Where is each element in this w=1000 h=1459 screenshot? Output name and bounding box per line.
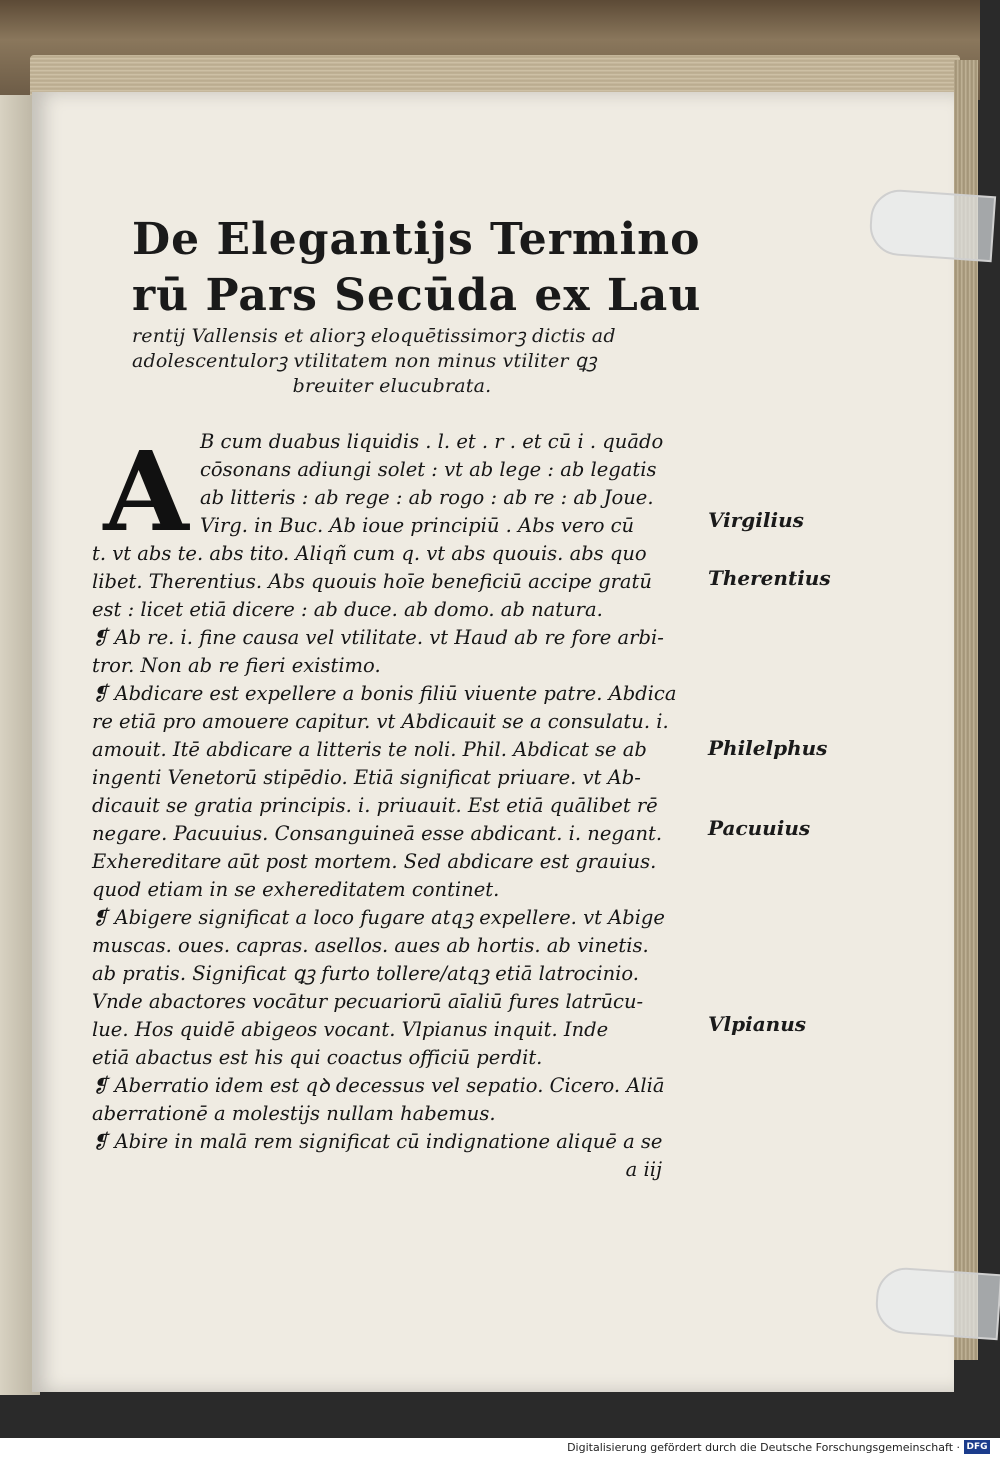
text-line: ingenti Venetorū stipēdio. Etiā significat priuare. vt Ab- (92, 766, 641, 789)
dfg-logo: DFG (964, 1440, 990, 1454)
text-line: ❡ Aberratio idem est qꝺ decessus vel sepatio. Cicero. Aliā (92, 1074, 665, 1097)
text-line: Vnde abactores vocātur pecuariorū aīaliū fures latrūcu- (92, 990, 644, 1013)
text-line: muscas. oues. capras. asellos. aues ab hortis. ab vinetis. (92, 934, 649, 957)
text-line: Virg. in Buc. Ab ioue principiū . Abs vero cū (200, 514, 635, 537)
text-line: libet. Therentius. Abs quouis hoīe beneficiū accipe gratū (92, 570, 652, 593)
margin-note: Vlpianus (708, 1012, 806, 1036)
heading-subline: rentij Vallensis et aliorꝫ eloquētissimorꝫ dictis ad (132, 325, 616, 347)
text-line: cōsonans adiungi solet : vt ab lege : ab legatis (200, 458, 657, 481)
text-line: Exhereditare aūt post mortem. Sed abdicare est grauius. (92, 850, 657, 873)
decorated-initial: A (103, 427, 189, 556)
text-line: dicauit se gratia principis. i. priuauit. Est etiā quālibet rē (92, 794, 658, 817)
heading-line: De Elegantijs Termino (132, 214, 701, 265)
section-heading (132, 212, 702, 399)
text-line: ab pratis. Significat ꝗꝫ furto tollere/atqꝫ etiā latrocinio. (92, 962, 639, 985)
text-line: ab litteris : ab rege : ab rogo : ab re : ab Joue. (200, 486, 654, 509)
margin-note: Philelphus (708, 736, 828, 760)
text-line: t. vt abs te. abs tito. Aliqñ cum q. vt abs quouis. abs quo (92, 542, 647, 565)
text-line: est : licet etiā dicere : ab duce. ab domo. ab natura. (92, 598, 603, 621)
footer-credit: Digitalisierung gefördert durch die Deutsche Forschungsgemeinschaft · (567, 1441, 960, 1454)
text-line: lue. Hos quidē abigeos vocant. Vlpianus inquit. Inde (92, 1018, 609, 1041)
heading-line: rū Pars Secūda ex Lau (132, 270, 702, 321)
catchword: a iij (625, 1158, 662, 1181)
text-line: aberrationē a molestijs nullam habemus. (92, 1102, 496, 1125)
body-text (92, 428, 712, 1184)
margin-note: Therentius (708, 566, 831, 590)
text-line: ❡ Abdicare est expellere a bonis filiū viuente patre. Abdica (92, 682, 677, 705)
text-line: amouit. Itē abdicare a litteris te noli. Phil. Abdicat se ab (92, 738, 647, 761)
text-line: ❡ Abire in malā rem significat cū indignatione aliquē a se (92, 1130, 663, 1153)
text-line: re etiā pro amouere capitur. vt Abdicauit se a consulatu. i. (92, 710, 669, 733)
text-line: negare. Pacuuius. Consanguineā esse abdicant. i. negant. (92, 822, 663, 845)
text-line: ❡ Abigere significat a loco fugare atqꝫ expellere. vt Abige (92, 906, 665, 929)
heading-subline: adolescentulorꝫ vtilitatem non minus vtiliter ꝗꝫ (132, 350, 597, 372)
text-line: B cum duabus liquidis . l. et . r . et cū i . quādo (200, 430, 664, 453)
text-line: quod etiam in se exhereditatem continet. (92, 878, 500, 901)
page-clip (874, 1266, 1000, 1340)
margin-note: Pacuuius (708, 816, 811, 840)
text-line: tror. Non ab re fieri existimo. (92, 654, 381, 677)
page-clip (868, 188, 996, 262)
text-line: ❡ Ab re. i. fine causa vel vtilitate. vt Haud ab re fore arbi- (92, 626, 664, 649)
heading-last-line: breuiter elucubrata. (292, 375, 492, 397)
margin-note: Virgilius (708, 508, 804, 532)
text-line: etiā abactus est his qui coactus officiū perdit. (92, 1046, 543, 1069)
